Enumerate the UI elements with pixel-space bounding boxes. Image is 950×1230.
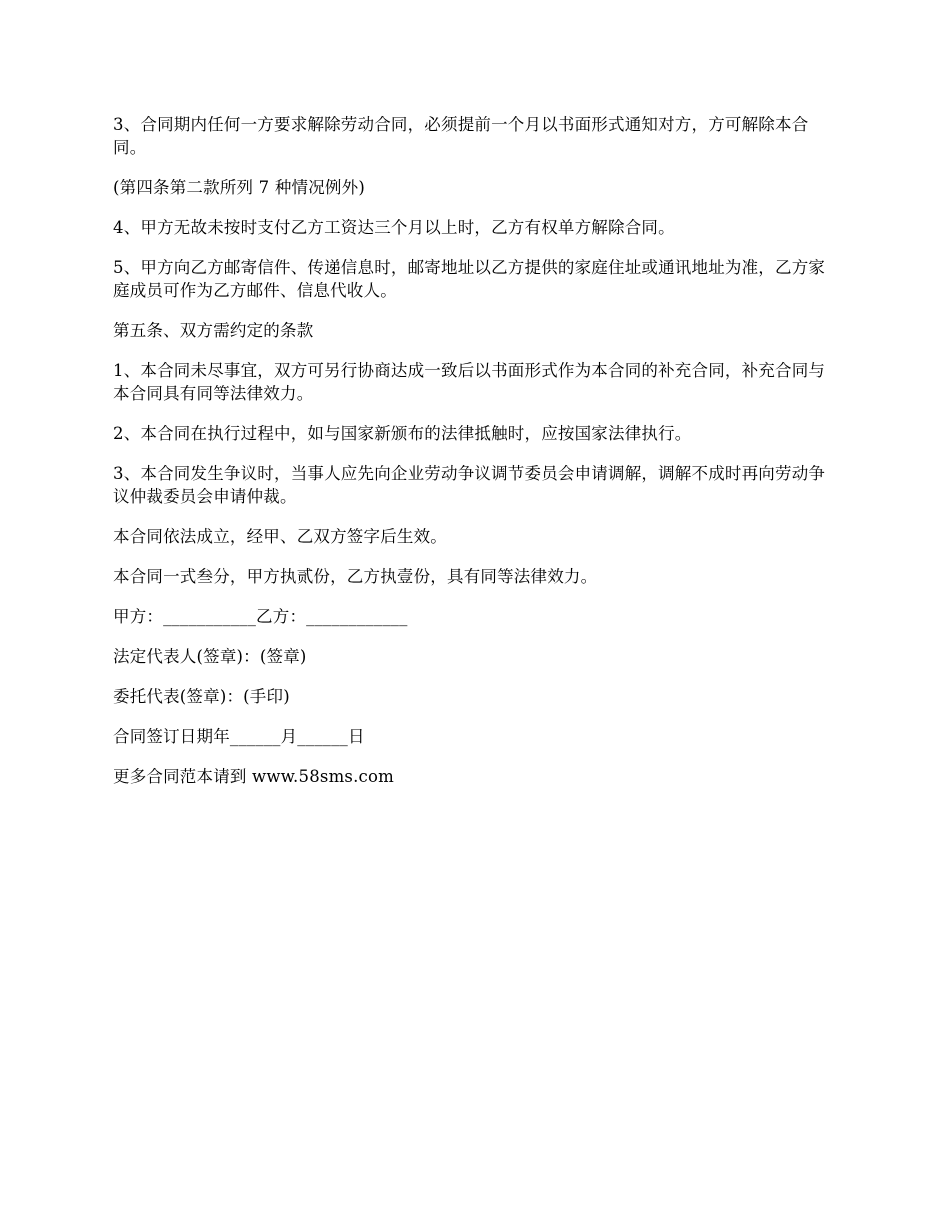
section-5-item-1: 1、本合同未尽事宜，双方可另行协商达成一致后以书面形式作为本合同的补充合同，补充合同与本合同具有同等法律效力。 (113, 361, 826, 403)
section-5-item-2: 2、本合同在执行过程中，如与国家新颁布的法律抵触时，应按国家法律执行。 (113, 424, 692, 443)
more-templates-footer: 更多合同范本请到 www.58sms.com (113, 767, 394, 786)
party-signature-line: 甲方：___________乙方：____________ (113, 607, 408, 626)
copies-statement: 本合同一式叁分，甲方执贰份，乙方执壹份，具有同等法律效力。 (113, 567, 598, 586)
document-body (113, 113, 833, 805)
legal-representative-line: 法定代表人(签章)：(签章) (113, 647, 307, 666)
clause-3-termination-notice: 3、合同期内任何一方要求解除劳动合同，必须提前一个月以书面形式通知对方，方可解除本合同。 (113, 115, 809, 157)
section-5-heading: 第五条、双方需约定的条款 (113, 321, 314, 340)
clause-4-unpaid-wages: 4、甲方无故未按时支付乙方工资达三个月以上时，乙方有权单方解除合同。 (113, 218, 675, 237)
clause-exception-note: (第四条第二款所列 7 种情况例外) (113, 178, 365, 197)
effectiveness-statement: 本合同依法成立，经甲、乙双方签字后生效。 (113, 527, 447, 546)
authorized-representative-line: 委托代表(签章)：(手印) (113, 687, 290, 706)
section-5-item-3: 3、本合同发生争议时，当事人应先向企业劳动争议调节委员会申请调解，调解不成时再向劳动争议仲裁委员会申请仲裁。 (113, 464, 826, 506)
signing-date-line: 合同签订日期年______月______日 (113, 727, 365, 746)
clause-5-mailing-address: 5、甲方向乙方邮寄信件、传递信息时，邮寄地址以乙方提供的家庭住址或通讯地址为准，乙方家庭成员可作为乙方邮件、信息代收人。 (113, 258, 826, 300)
